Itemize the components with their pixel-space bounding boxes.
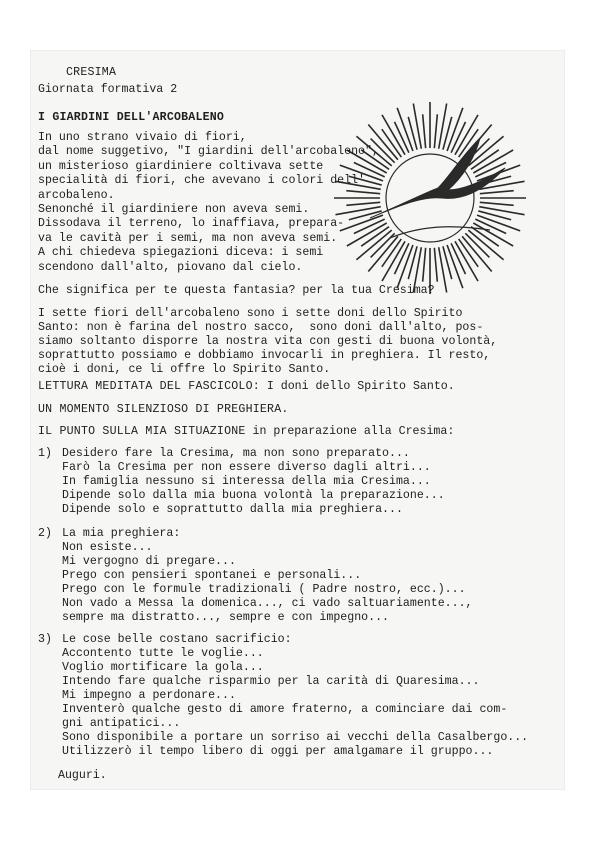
section-number: 1) [38, 447, 52, 460]
reading-text: I doni dello Spirito Santo. [259, 380, 455, 393]
section-number: 2) [38, 527, 52, 540]
section-item: Intendo fare qualche risparmio per la carità di Quaresima... [62, 675, 480, 688]
section-item: Dipende solo dalla mia buona volontà la preparazione... [62, 489, 445, 502]
section-item: Utilizzerò il tempo libero di oggi per amalgamare il gruppo... [62, 745, 494, 758]
closing-greeting: Auguri. [58, 769, 107, 782]
sun-ray [346, 202, 380, 205]
story-line: va le cavità per i semi, ma non aveva semi. [38, 231, 338, 245]
sun-ray [443, 246, 452, 279]
sun-ray [478, 211, 511, 220]
silence-line: UN MOMENTO SILENZIOSO DI PREGHIERA. [38, 403, 289, 416]
section-item: Sono disponibile a portare un sorriso ai vecchi della Casalbergo... [62, 731, 529, 744]
question-line: Che significa per te questa fantasia? per la tua Cresima? [38, 284, 435, 297]
sun-ray [346, 191, 380, 194]
section-item: Farò la Cresima per non essere diverso dagli altri... [62, 461, 431, 474]
section-item: Mi vergogno di pregare... [62, 555, 236, 568]
page-title: I GIARDINI DELL'ARCOBALENO [38, 111, 225, 124]
situation-line [38, 425, 454, 438]
situation-text: in preparazione alla Cresima: [245, 425, 455, 438]
sun-ray [434, 114, 437, 148]
sun-ray [423, 114, 426, 148]
reading-label: LETTURA MEDITATA DEL FASCICOLO: [38, 380, 260, 393]
section-item: Prego con le formule tradizionali ( Padre nostro, ecc.)... [62, 583, 466, 596]
story-line: specialità di fiori, che avevano i colori dell' [38, 174, 365, 188]
sun-ray [423, 248, 426, 282]
situation-label: IL PUNTO SULLA MIA SITUAZIONE [38, 425, 246, 438]
story-line: Dissodava il terreno, lo inaffiava, prepara- [38, 217, 345, 231]
section-heading: Desidero fare la Cresima, ma non sono preparato... [62, 447, 410, 460]
section-heading: Le cose belle costano sacrificio: [62, 633, 292, 646]
reading-line [38, 380, 455, 393]
story-line: arcobaleno. [38, 188, 115, 202]
section-item: Dipende solo e soprattutto dalla mia preghiera... [62, 503, 403, 516]
sun-ray [443, 117, 452, 150]
section-item: Non esiste... [62, 541, 153, 554]
answer-line: Santo: non è farina del nostro sacco, sono doni dall'alto, pos- [38, 321, 484, 334]
sun-ray [480, 202, 514, 205]
answer-line: soprattutto possiamo e dobbiamo invocarli in preghiera. Il resto, [38, 349, 491, 362]
sun-ray [434, 248, 437, 282]
answer-line: siamo soltanto disporre la nostra vita con gesti di buona volontà, [38, 335, 498, 348]
sun-ray [480, 191, 514, 194]
section-item: Accontento tutte le voglie... [62, 647, 264, 660]
sun-ray [408, 117, 417, 150]
story-line: un misterioso giardiniere coltivava sette [38, 159, 324, 173]
story-line: In uno strano vivaio di fiori, [38, 131, 247, 144]
section-item: Voglio mortificare la gola... [62, 661, 264, 674]
sun-and-bird-icon [330, 98, 530, 298]
story-line: A chi chiedeva spiegazioni diceva: i semi [38, 246, 324, 260]
story-line: dal nome suggetivo, "I giardini dell'arcobaleno", [38, 145, 379, 159]
section-item: sempre ma distratto..., sempre e con impegno... [62, 611, 389, 624]
session-label: Giornata formativa 2 [38, 83, 178, 96]
answer-line: cioè i doni, ce li offre lo Spirito Santo. [38, 363, 331, 376]
section-item: Inventerò qualche gesto di amore fraterno, a cominciare dai com- [62, 703, 508, 716]
section-item: Prego con pensieri spontanei e personali... [62, 569, 362, 582]
section-item: In famiglia nessuno si interessa della mia Cresima... [62, 475, 431, 488]
course-label: CRESIMA [66, 66, 117, 79]
section-item: Non vado a Messa la domenica..., ci vado saltuariamente..., [62, 597, 473, 610]
section-item: Mi impegno a perdonare... [62, 689, 236, 702]
answer-line: I sette fiori dell'arcobaleno sono i sette doni dello Spirito [38, 307, 463, 320]
document-page [30, 50, 565, 790]
story-line: scendono dall'alto, piovano dal cielo. [38, 260, 303, 274]
section-item: gni antipatici... [62, 717, 181, 730]
section-heading: La mia preghiera: [62, 527, 181, 540]
sun-ray [408, 246, 417, 279]
story-line: Senonché il giardiniere non aveva semi. [38, 203, 310, 216]
section-number: 3) [38, 633, 52, 646]
